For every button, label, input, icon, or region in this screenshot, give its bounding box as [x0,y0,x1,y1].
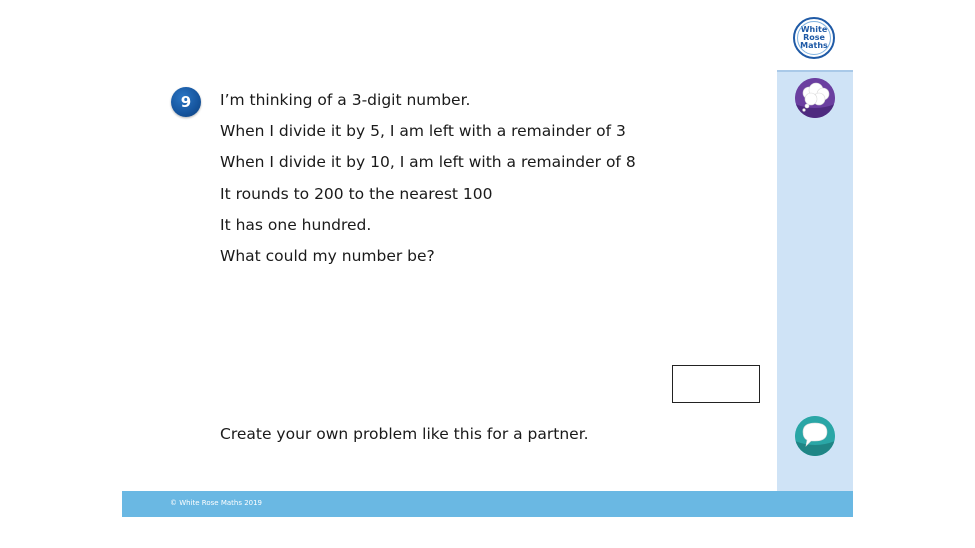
question-line-3: When I divide it by 10, I am left with a remainder of 8 [220,153,636,172]
extension-prompt: Create your own problem like this for a partner. [220,425,589,443]
logo-ring [797,21,831,55]
white-rose-maths-logo [793,17,835,59]
speech-bubble-icon [795,416,835,456]
question-line-1: I’m thinking of a 3-digit number. [220,91,471,109]
question-line-4: It rounds to 200 to the nearest 100 [220,184,493,203]
thought-bubble-icon [795,78,835,118]
logo-line-3: Maths [800,41,828,50]
footer-bar [122,491,853,517]
copyright-text: © White Rose Maths 2019 [170,499,263,507]
question-lines [220,90,636,277]
question-line-2: When I divide it by 5, I am left with a remainder of 3 [220,122,626,141]
answer-box[interactable] [672,365,760,403]
question-line-6: What could my number be? [220,246,435,265]
question-line-5: It has one hundred. [220,215,372,234]
logo-line-2: Rose [803,33,825,42]
sidebar [777,0,853,491]
sidebar-logo-panel [777,0,853,72]
logo-line-1: White [800,25,828,34]
question-number-badge: 9 [171,87,201,117]
